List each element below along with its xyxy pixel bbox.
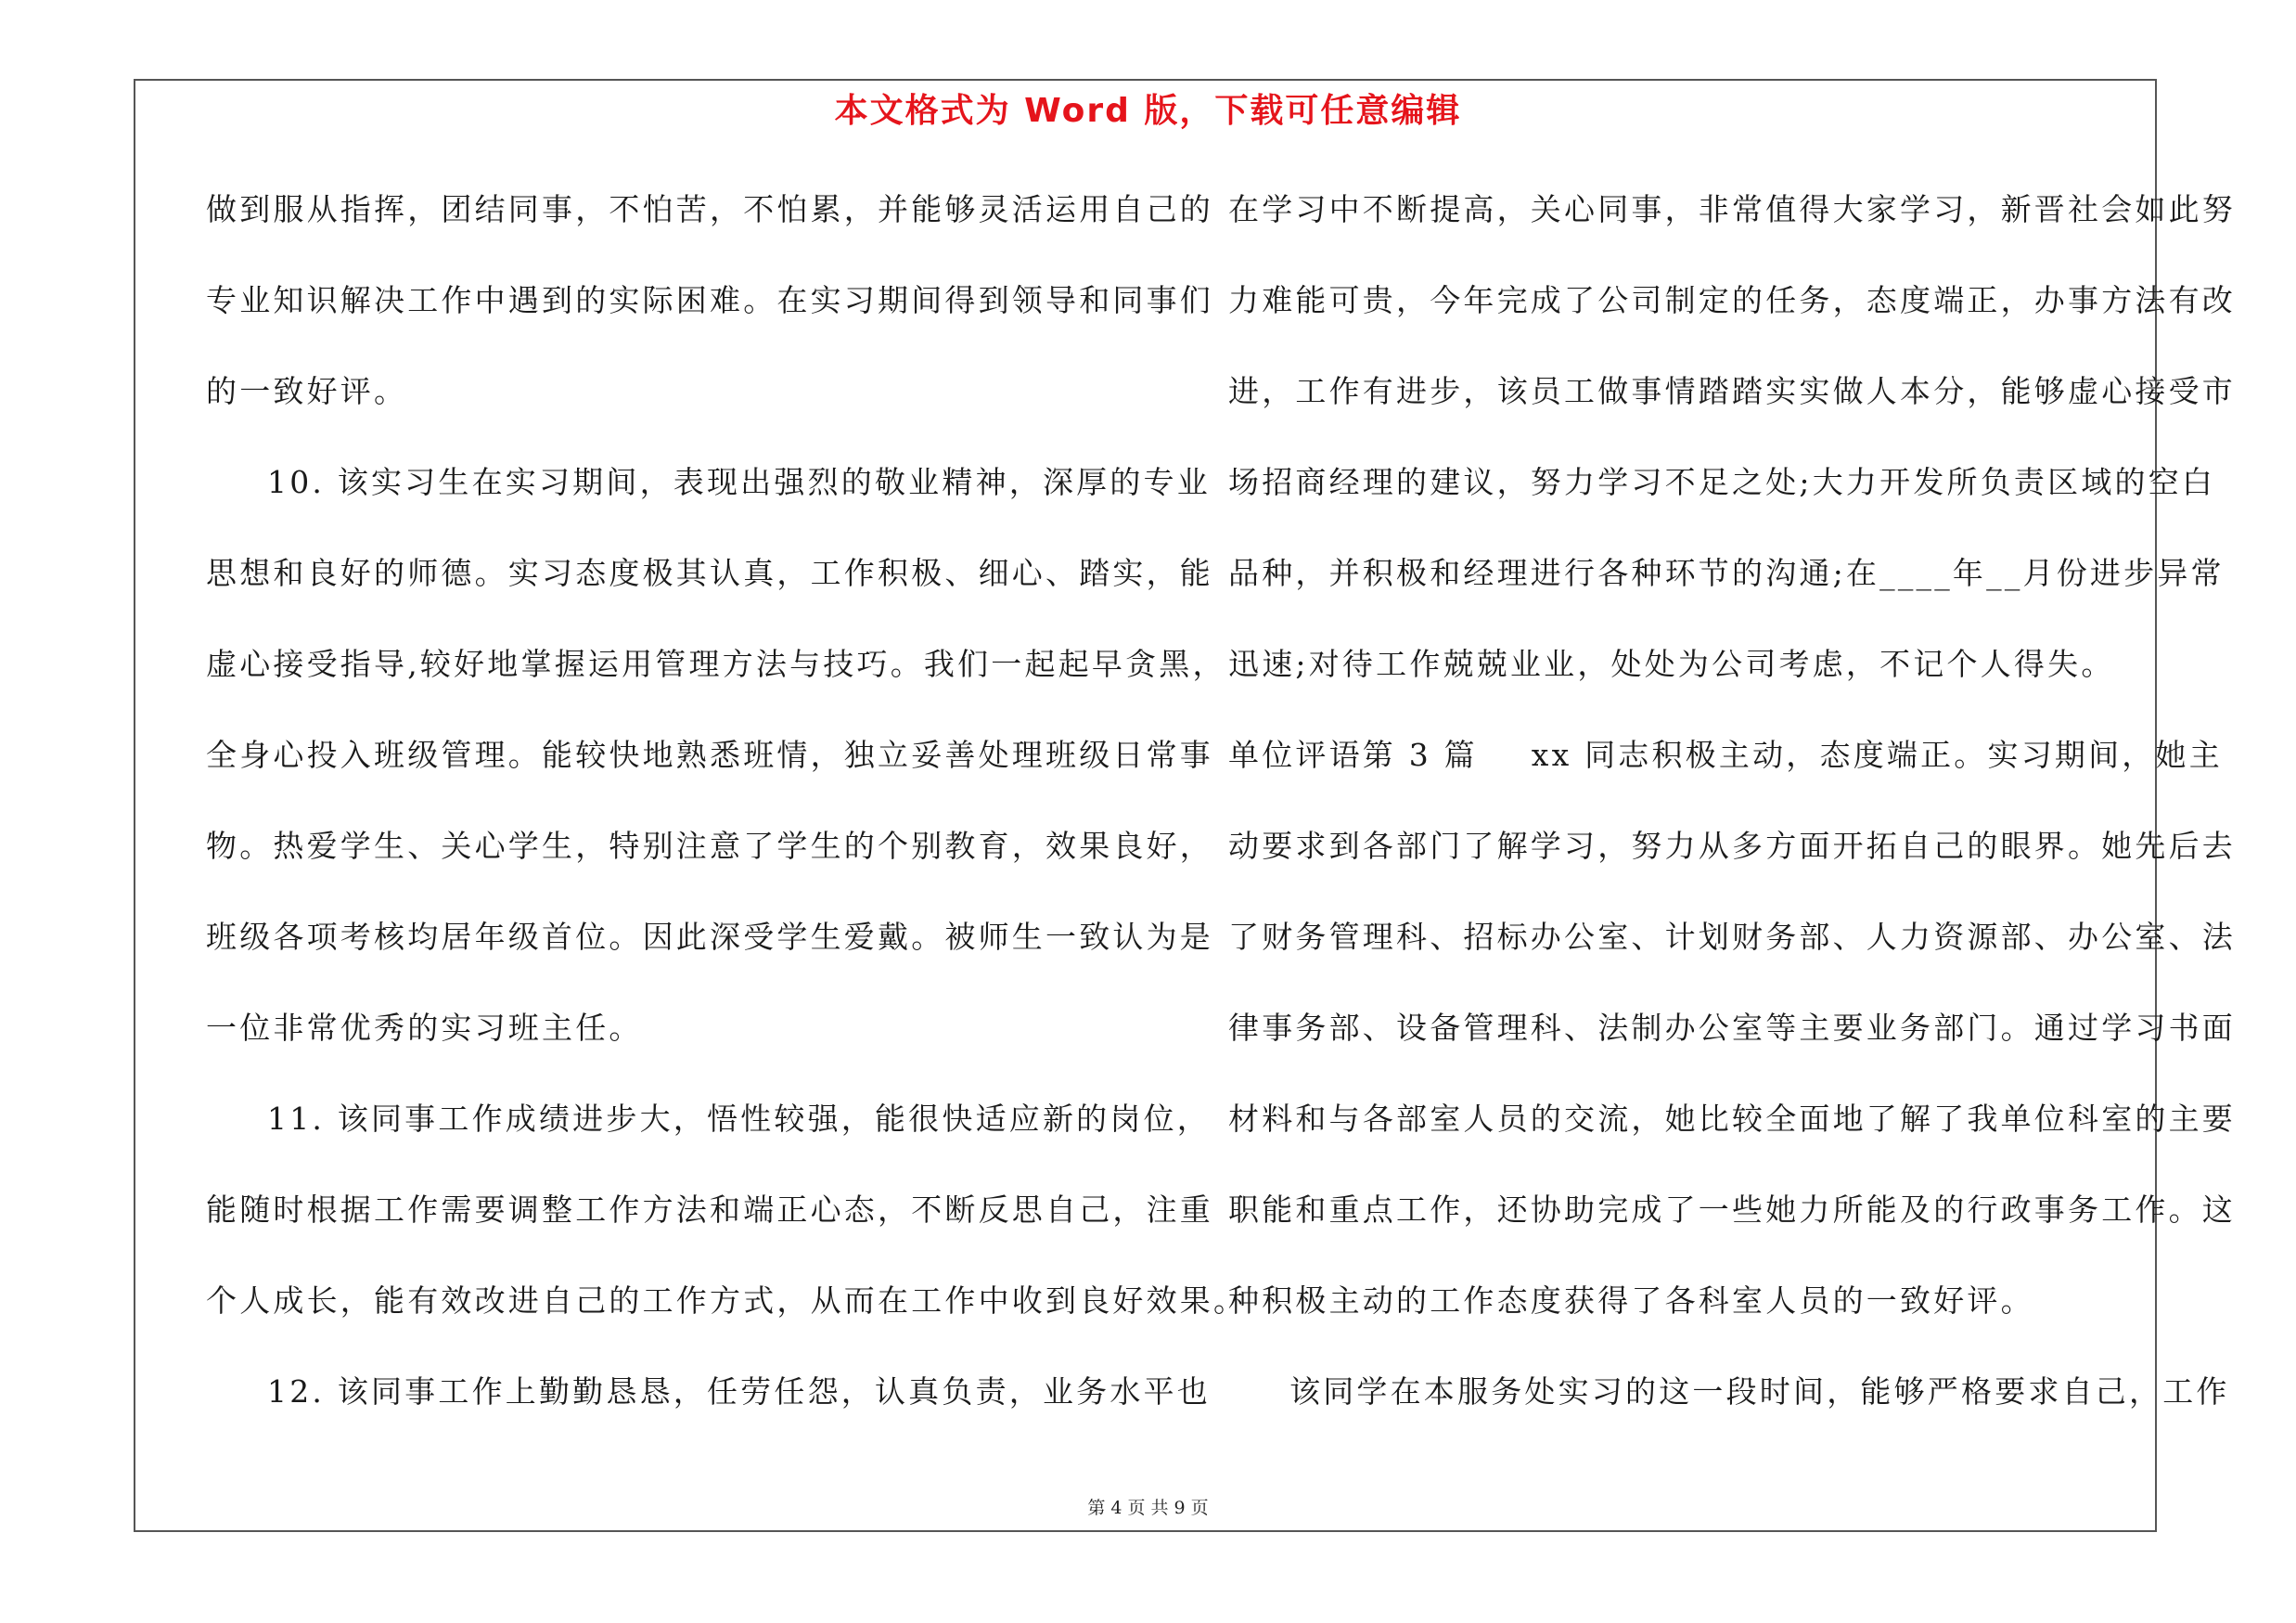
text-line: 进，工作有进步，该员工做事情踏踏实实做人本分，能够虚心接受市 <box>1228 373 2236 409</box>
text-line: 场招商经理的建议，努力学习不足之处;大力开发所负责区域的空白 <box>1228 464 2216 500</box>
text-line: 动要求到各部门了解学习，努力从多方面开拓自己的眼界。她先后去 <box>1228 828 2236 864</box>
section-3-line <box>1228 728 2223 818</box>
text-line: 虚心接受指导,较好地掌握运用管理方法与技巧。我们一起起早贪黑， <box>206 646 1226 682</box>
text-line: 一位非常优秀的实习班主任。 <box>206 1010 643 1046</box>
text-line: 全身心投入班级管理。能较快地熟悉班情，独立妥善处理班级日常事 <box>206 737 1213 773</box>
text-line: 班级各项考核均居年级首位。因此深受学生爱戴。被师生一致认为是 <box>206 919 1213 955</box>
text-line: 的一致好评。 <box>206 373 408 409</box>
text-line: 材料和与各部室人员的交流，她比较全面地了解了我单位科室的主要 <box>1228 1101 2236 1137</box>
text-line: 迅速;对待工作兢兢业业，处处为公司考虑，不记个人得失。 <box>1228 646 2115 682</box>
text-line: 做到服从指挥，团结同事，不怕苦，不怕累，并能够灵活运用自己的 <box>206 191 1213 227</box>
paragraph-12-start: 12. 该同事工作上勤勤恳恳，任劳任怨，认真负责，业务水平也 <box>267 1373 1211 1410</box>
text-line: 职能和重点工作，还协助完成了一些她力所能及的行政事务工作。这 <box>1228 1191 2236 1228</box>
paragraph-11-start: 11. 该同事工作成绩进步大，悟性较强，能很快适应新的岗位， <box>267 1101 1211 1137</box>
text-line: 个人成长，能有效改进自己的工作方式，从而在工作中收到良好效果。 <box>206 1282 1248 1319</box>
text-line: 在学习中不断提高，关心同事，非常值得大家学习，新晋社会如此努 <box>1228 191 2236 227</box>
right-text-column <box>1228 182 2236 1455</box>
paragraph-10-start: 10. 该实习生在实习期间，表现出强烈的敬业精神，深厚的专业 <box>267 464 1211 500</box>
page-number-footer: 第 4 页 共 9 页 <box>1087 1498 1209 1518</box>
text-line: 思想和良好的师德。实习态度极其认真，工作积极、细心、踏实，能 <box>206 555 1213 591</box>
text-line: 了财务管理科、招标办公室、计划财务部、人力资源部、办公室、法 <box>1228 919 2236 955</box>
text-line: 律事务部、设备管理科、法制办公室等主要业务部门。通过学习书面 <box>1228 1010 2236 1046</box>
text-line: 专业知识解决工作中遇到的实际困难。在实习期间得到领导和同事们 <box>206 282 1213 318</box>
section-first-line: xx 同志积极主动，态度端正。实习期间，她主 <box>1531 737 2223 773</box>
text-line: 能随时根据工作需要调整工作方法和端正心态，不断反思自己，注重 <box>206 1191 1213 1228</box>
text-line: 力难能可贵，今年完成了公司制定的任务，态度端正，办事方法有改 <box>1228 282 2236 318</box>
format-notice-banner: 本文格式为 Word 版，下载可任意编辑 <box>834 92 1462 130</box>
text-line: 品种，并积极和经理进行各种环节的沟通;在____年__月份进步异常 <box>1228 555 2225 591</box>
next-paragraph-start: 该同学在本服务处实习的这一段时间，能够严格要求自己，工作 <box>1289 1373 2230 1410</box>
text-line: 物。热爱学生、关心学生，特别注意了学生的个别教育，效果良好， <box>206 828 1213 864</box>
left-text-column <box>206 182 1248 1455</box>
section-title: 单位评语第 3 篇 <box>1228 737 1478 773</box>
text-line: 种积极主动的工作态度获得了各科室人员的一致好评。 <box>1228 1282 2034 1319</box>
